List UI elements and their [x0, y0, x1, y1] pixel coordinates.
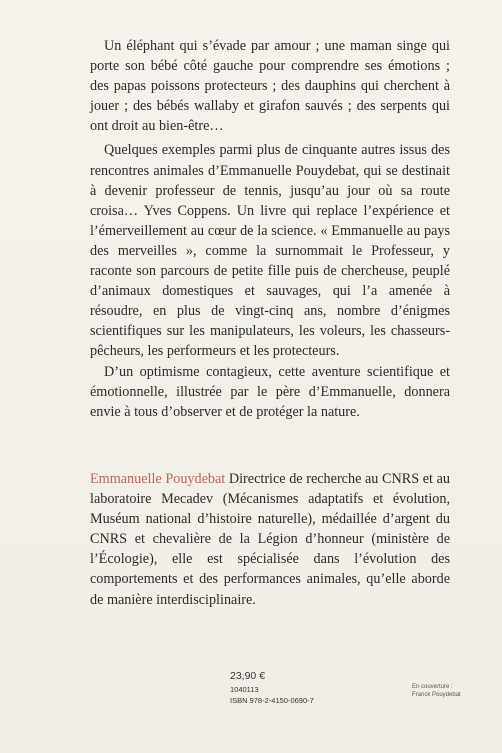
product-code: 1040113 [230, 685, 259, 694]
price: 23,90 € [230, 670, 266, 682]
cover-credit [412, 683, 461, 699]
author-bio-text: Directrice de recherche au CNRS et au laboratoire Mecadev (Mécanismes adaptatifs et évolution, Muséum national d’histoire naturelle), médaillée d’argent du CNRS et chevalière de la Légion d’honneur (ministère de l’Écologie), elle est spécialisée dans l’évolution des comportements et des performances animales, qu’elle aborde de manière interdisciplinaire. [90, 471, 450, 608]
cover-credit-label: En couverture : [412, 684, 453, 690]
author-name: Emmanuelle Pouydebat [90, 471, 226, 487]
blurb-paragraph-2: Quelques exemples parmi plus de cinquante autres issus des rencontres animales d’Emmanuelle Pouydebat, qui se destinait à devenir professeur de tennis, jusqu’au jour où sa route croisa… Yves Coppens. Un livre qui replace l’expérience et l’émerveillement au cœur de la science. « Emmanuelle au pays des merveilles », comme la surnommait le Professeur, y raconte son parcours de petite fille puis de chercheuse, peuplé d’animaux domestiques et sauvages, qui l’a amenée à résoudre, en plus de vingt-cinq ans, nombre d’énigmes scientifiques sur les manipulateurs, les voleurs, les chasseurs-pêcheurs, les performeurs et les protecteurs. [90, 142, 450, 360]
blurb-paragraph-3: D’un optimisme contagieux, cette aventure scientifique et émotionnelle, illustrée par le père d’Emmanuelle, donnera envie à tous d’observer et de protéger la nature. [90, 363, 450, 420]
author-bio [90, 469, 450, 610]
price-block [230, 670, 314, 706]
blurb-paragraph-1: Un éléphant qui s’évade par amour ; une maman singe qui porte son bébé côté gauche pour comprendre ses émotions ; des papas poissons protecteurs ; des dauphins qui cherchent à jouer ; des bébés wallaby et girafon sauvés ; des serpents qui ont droit au bien-être… [90, 38, 450, 135]
isbn: ISBN 978-2-4150-0690-7 [230, 696, 314, 705]
cover-credit-name: Franck Pouydebat [412, 692, 461, 698]
blurb-text [90, 36, 450, 422]
